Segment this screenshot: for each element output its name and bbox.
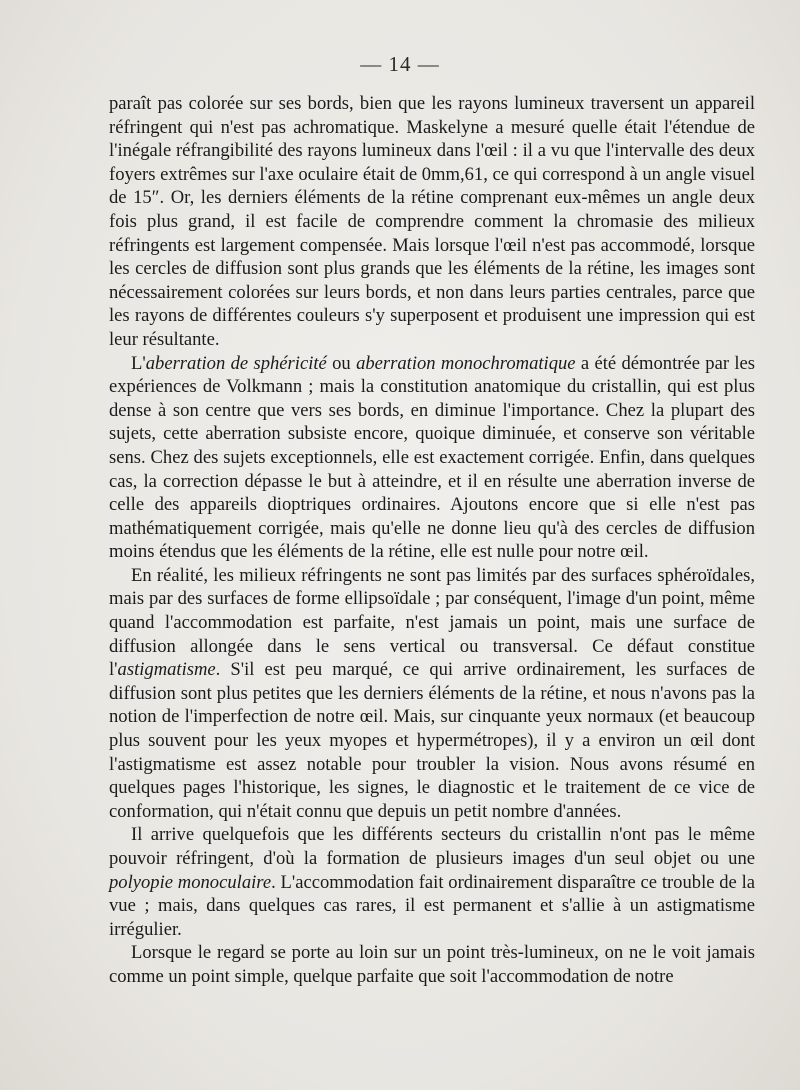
text-run: a été démontrée par les expériences de Volkmann ; mais la constitution anatomique du cristallin, qui est plus dense à son centre que vers ses bords, en diminue l'importance. Chez la plupart des sujets, cette aberration subsiste encore, quoique diminuée, et conserve son véritable sens. Chez des sujets exceptionnels, elle est exactement corrigée. Enfin, dans quelques cas, la correction dépasse le but à atteindre, et il en résulte une aberration inverse de celle des appareils dioptriques ordinaires. Ajoutons encore que si elle n'est pas mathématiquement corrigée, mais qu'elle ne donne lieu qu'à des cercles de diffusion moins étendus que les éléments de la rétine, elle est nulle pour notre œil. xyxy=(109,352,756,563)
text-run: paraît pas colorée sur ses bords, bien que les rayons lumineux traversent un appareil réfringent qui n'est pas achromatique. Maskelyne a mesuré quelle était l'étendue de l'inégale réfrangibilité des rayons lumineux dans l'œil : il a vu que l'intervalle des deux foyers extrêmes sur l'axe oculaire était de 0mm,61, ce qui correspond à un angle visuel de 15″. Or, les derniers éléments de la rétine comprenant eux-mêmes un angle deux fois plus grand, il est facile de comprendre comment la chromasie des milieux réfringents est largement compensée. Mais lorsque l'œil n'est pas accommodé, lorsque les cercles de diffusion sont plus grands que les éléments de la rétine, les images sont nécessairement colorées sur leurs bords, et non dans leurs parties centrales, parce que les rayons de différentes couleurs s'y superposent et produisent une impression qui est leur résultante. xyxy=(109,93,755,350)
paragraph xyxy=(109,352,755,564)
text-run: . S'il est peu marqué, ce qui arrive ordinairement, les surfaces de diffusion sont plus petites que les derniers éléments de la rétine, et nous n'avons pas la notion de l'imperfection de notre œil. Mais, sur cinquante yeux normaux (et beaucoup plus souvent pour les yeux myopes et hypermétropes), il y a environ un œil dont l'astigmatisme est assez notable pour troubler la vision. Nous avons résumé en quelques pages l'historique, les signes, le diagnostic et le traitement de ce vice de conformation, qui n'était connu que depuis un petit nombre d'années. xyxy=(109,659,755,822)
paragraph xyxy=(109,564,755,824)
italic-term: polyopie monoculaire xyxy=(109,871,272,893)
italic-term: aberration de sphéricité xyxy=(145,352,327,374)
text-run: En réalité, les milieux réfringents ne sont pas limités par des surfaces sphéroïdales, mais par des surfaces de forme ellipsoïdale ; par conséquent, l'image d'un point, même quand l'accommodation est parfaite, n'est jamais un point, mais une surface de diffusion allongée dans le sens vertical ou transversal. Ce défaut constitue l' xyxy=(109,564,755,681)
paragraph xyxy=(109,92,755,352)
paragraph xyxy=(109,941,755,988)
body-text xyxy=(109,92,755,989)
italic-term: astigmatisme xyxy=(117,659,216,681)
text-run: L' xyxy=(131,352,146,374)
paragraph xyxy=(109,823,755,941)
text-run: Lorsque le regard se porte au loin sur un point très-lumineux, on ne le voit jamais comme un point simple, quelque parfaite que soit l'accommodation de notre xyxy=(109,942,755,987)
text-run: ou xyxy=(326,352,357,374)
italic-term: aberration monochromatique xyxy=(356,352,576,374)
text-run: Il arrive quelquefois que les différents secteurs du cristallin n'ont pas le même pouvoir réfringent, d'où la formation de plusieurs images d'un seul objet ou une xyxy=(109,824,755,869)
text-run: . L'accommodation fait ordinairement disparaître ce trouble de la vue ; mais, dans quelques cas rares, il est permanent et s'allie à un astigmatisme irrégulier. xyxy=(109,871,755,940)
page-number: — 14 — xyxy=(360,52,440,76)
